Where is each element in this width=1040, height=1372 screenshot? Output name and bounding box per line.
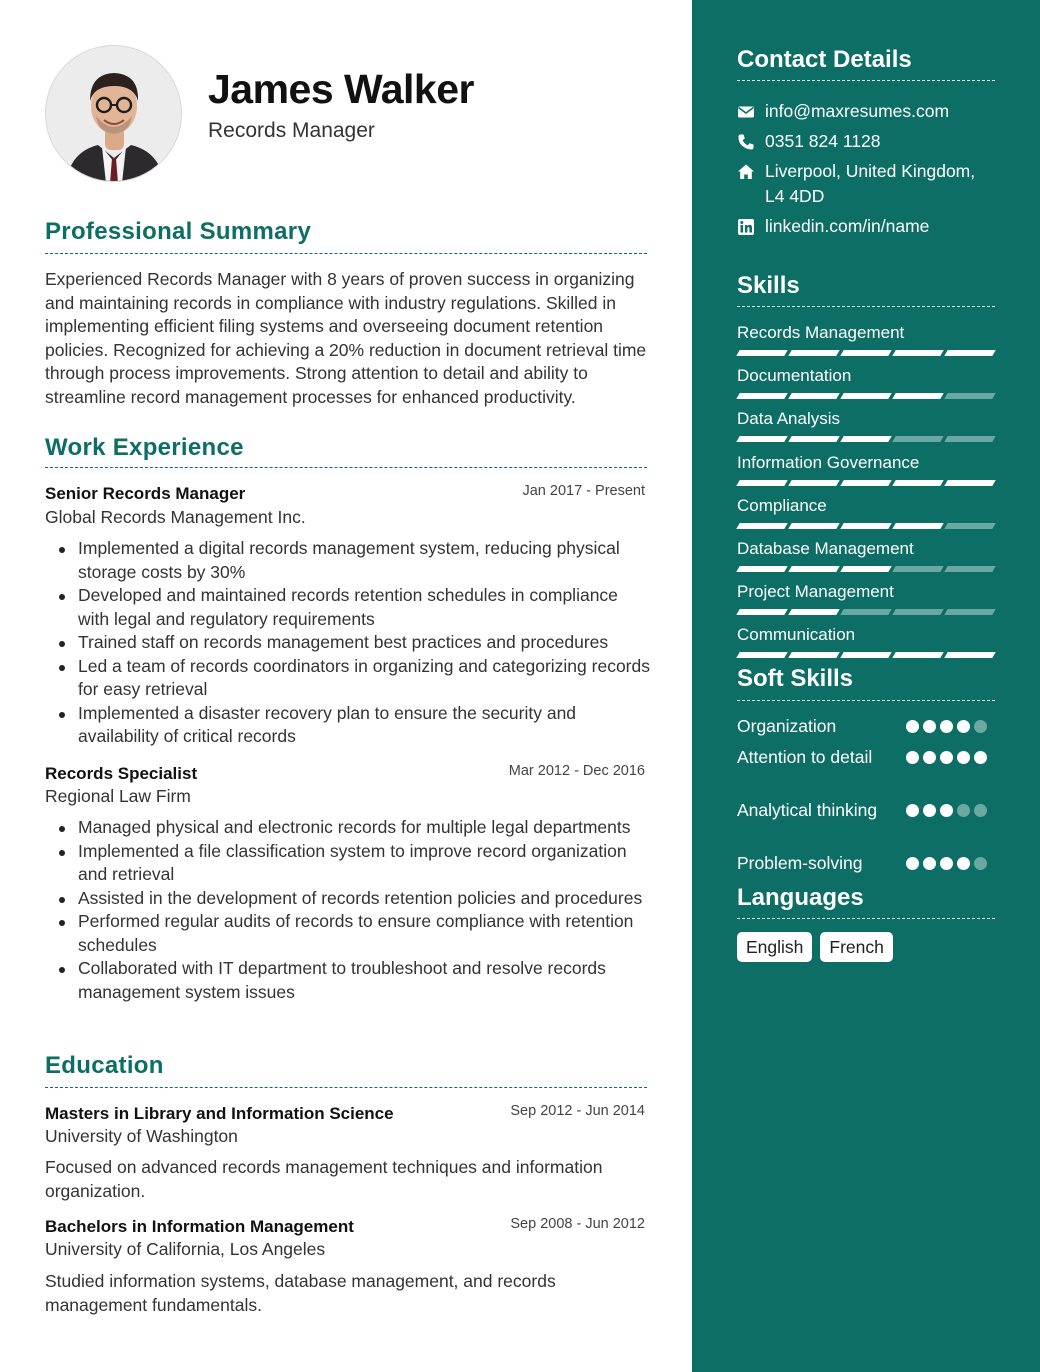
summary-text: Experienced Records Manager with 8 years of proven success in organizing and maintaining records in compliance with industry regulations. Skilled in implementing efficient filing systems and overseeing document retention policies. Recognized for achieving a 20% reduction in document retrieval time through process improvements. Strong attention to detail and ability to streamline record management processes for enhanced productivity. <box>45 269 647 407</box>
skill-level-bar <box>738 436 994 442</box>
rating-dot-filled <box>940 751 953 764</box>
list-item: Implemented a digital records management system, reducing physical storage costs by 30% <box>45 537 650 584</box>
skill-bar-segment-filled <box>736 566 787 572</box>
soft-skill-name: Attention to detail <box>737 747 873 767</box>
soft-skill-rating <box>906 804 987 817</box>
rating-dot-filled <box>923 751 936 764</box>
skill-bar-segment-filled <box>840 652 891 658</box>
skill-bar-segment-filled <box>736 350 787 356</box>
list-item: Led a team of records coordinators in organizing and categorizing records for easy retrieval <box>45 655 650 702</box>
skill-name: Documentation <box>737 366 852 385</box>
job-date: Mar 2012 - Dec 2016 <box>508 763 645 779</box>
contact-email[interactable] <box>737 99 997 124</box>
soft-skill-name: Problem-solving <box>737 853 863 873</box>
divider <box>737 80 995 81</box>
job-title: Senior Records Manager <box>45 484 246 503</box>
skill-level-bar <box>738 566 994 572</box>
skill-bar-segment-empty <box>892 609 943 615</box>
soft-skill-name: Organization <box>737 716 837 736</box>
rating-dot-filled <box>957 857 970 870</box>
skill-level-bar <box>738 480 994 486</box>
skill-level-bar <box>738 609 994 615</box>
list-item: Implemented a disaster recovery plan to ensure the security and availability of critical records <box>45 702 650 749</box>
divider <box>45 1087 647 1088</box>
skill-bar-segment-filled <box>892 393 943 399</box>
rating-dot-filled <box>940 720 953 733</box>
list-item: Assisted in the development of records retention policies and procedures <box>45 887 650 911</box>
skill-bar-segment-filled <box>736 652 787 658</box>
skill-name: Information Governance <box>737 453 920 472</box>
job-date: Jan 2017 - Present <box>522 483 645 499</box>
skill-bar-segment-empty <box>944 523 995 529</box>
list-item: Developed and maintained records retention schedules in compliance with legal and regulatory requirements <box>45 584 650 631</box>
candidate-name: James Walker <box>208 66 474 112</box>
skill-bar-segment-filled <box>788 480 839 486</box>
skill-bar-segment-empty <box>892 566 943 572</box>
job-company: Regional Law Firm <box>45 786 191 806</box>
skill-bar-segment-filled <box>944 350 995 356</box>
skill-bar-segment-empty <box>944 436 995 442</box>
skill-name: Compliance <box>737 496 827 515</box>
experience-heading: Work Experience <box>45 434 244 461</box>
address-text: Liverpool, United Kingdom, L4 4DD <box>765 161 976 206</box>
school-name: University of Washington <box>45 1126 238 1146</box>
rating-dot-filled <box>923 857 936 870</box>
rating-dot-filled <box>974 751 987 764</box>
education-date: Sep 2008 - Jun 2012 <box>510 1216 645 1232</box>
soft-skill-rating <box>906 720 987 733</box>
skill-bar-segment-filled <box>892 652 943 658</box>
job-bullet-list <box>45 537 650 749</box>
rating-dot-empty <box>957 804 970 817</box>
skill-bar-segment-filled <box>840 523 891 529</box>
phone-icon <box>737 133 755 151</box>
job-company: Global Records Management Inc. <box>45 507 306 527</box>
skill-bar-segment-filled <box>736 393 787 399</box>
person-portrait-icon <box>46 46 182 182</box>
skill-bar-segment-filled <box>840 436 891 442</box>
rating-dot-filled <box>923 720 936 733</box>
skill-bar-segment-filled <box>840 393 891 399</box>
divider <box>737 700 995 701</box>
skill-level-bar <box>738 350 994 356</box>
skills-heading: Skills <box>737 272 800 299</box>
soft-skills-heading: Soft Skills <box>737 665 854 692</box>
soft-skill-rating <box>906 751 987 764</box>
rating-dot-filled <box>906 751 919 764</box>
skill-bar-segment-filled <box>788 652 839 658</box>
skill-bar-segment-filled <box>788 350 839 356</box>
email-text: info@maxresumes.com <box>765 101 950 121</box>
divider <box>45 253 647 254</box>
contact-heading: Contact Details <box>737 46 912 73</box>
rating-dot-empty <box>974 720 987 733</box>
skill-name: Records Management <box>737 323 905 342</box>
skill-bar-segment-empty <box>892 436 943 442</box>
rating-dot-filled <box>957 751 970 764</box>
skill-bar-segment-filled <box>944 480 995 486</box>
skill-bar-segment-filled <box>944 652 995 658</box>
skill-bar-segment-filled <box>840 566 891 572</box>
skill-bar-segment-filled <box>736 436 787 442</box>
skill-bar-segment-empty <box>944 609 995 615</box>
candidate-role: Records Manager <box>208 119 375 142</box>
profile-photo <box>45 45 182 182</box>
skill-bar-segment-filled <box>892 523 943 529</box>
language-tag: French <box>820 932 892 962</box>
skill-bar-segment-filled <box>788 566 839 572</box>
skill-name: Project Management <box>737 582 894 601</box>
skill-bar-segment-filled <box>840 350 891 356</box>
home-icon <box>737 163 755 181</box>
list-item: Implemented a file classification system to improve record organization and retrieval <box>45 840 650 887</box>
envelope-icon <box>737 103 755 121</box>
contact-linkedin[interactable] <box>737 214 997 239</box>
list-item: Performed regular audits of records to ensure compliance with retention schedules <box>45 910 650 957</box>
degree-title: Bachelors in Information Management <box>45 1217 354 1236</box>
skill-bar-segment-filled <box>788 436 839 442</box>
summary-heading: Professional Summary <box>45 218 312 245</box>
education-description: Focused on advanced records management techniques and information organization. <box>45 1157 603 1201</box>
linkedin-icon <box>737 218 755 236</box>
skill-bar-segment-filled <box>840 480 891 486</box>
skill-name: Communication <box>737 625 856 644</box>
skill-level-bar <box>738 652 994 658</box>
rating-dot-filled <box>906 857 919 870</box>
education-heading: Education <box>45 1052 164 1079</box>
soft-skill-rating <box>906 857 987 870</box>
rating-dot-filled <box>940 857 953 870</box>
skill-bar-segment-filled <box>892 480 943 486</box>
linkedin-text: linkedin.com/in/name <box>765 216 930 236</box>
divider <box>737 306 995 307</box>
rating-dot-filled <box>906 720 919 733</box>
soft-skill-name: Analytical thinking <box>737 800 878 820</box>
job-title: Records Specialist <box>45 764 198 783</box>
education-description: Studied information systems, database management, and records management fundamentals. <box>45 1271 556 1315</box>
skill-bar-segment-filled <box>736 523 787 529</box>
skill-bar-segment-empty <box>944 566 995 572</box>
skill-bar-segment-filled <box>788 393 839 399</box>
rating-dot-filled <box>923 804 936 817</box>
rating-dot-filled <box>940 804 953 817</box>
rating-dot-filled <box>957 720 970 733</box>
rating-dot-empty <box>974 804 987 817</box>
skill-bar-segment-filled <box>736 609 787 615</box>
degree-title: Masters in Library and Information Science <box>45 1104 394 1123</box>
language-list <box>737 932 893 962</box>
phone-text: 0351 824 1128 <box>765 131 881 151</box>
languages-heading: Languages <box>737 884 864 911</box>
list-item: Trained staff on records management best practices and procedures <box>45 631 650 655</box>
contact-address <box>737 159 997 209</box>
skill-level-bar <box>738 393 994 399</box>
rating-dot-filled <box>906 804 919 817</box>
divider <box>737 918 995 919</box>
job-bullet-list <box>45 816 650 1004</box>
skill-bar-segment-filled <box>788 523 839 529</box>
rating-dot-empty <box>974 857 987 870</box>
education-date: Sep 2012 - Jun 2014 <box>510 1103 645 1119</box>
skill-bar-segment-filled <box>788 609 839 615</box>
skill-bar-segment-filled <box>892 350 943 356</box>
list-item: Managed physical and electronic records for multiple legal departments <box>45 816 650 840</box>
skill-name: Data Analysis <box>737 409 840 428</box>
list-item: Collaborated with IT department to troubleshoot and resolve records management system issues <box>45 957 650 1004</box>
skill-bar-segment-empty <box>840 609 891 615</box>
sidebar <box>692 0 1040 1372</box>
skill-name: Database Management <box>737 539 914 558</box>
language-tag: English <box>737 932 812 962</box>
skill-bar-segment-filled <box>736 480 787 486</box>
school-name: University of California, Los Angeles <box>45 1239 326 1259</box>
skill-bar-segment-empty <box>944 393 995 399</box>
divider <box>45 467 647 468</box>
skill-level-bar <box>738 523 994 529</box>
contact-phone[interactable] <box>737 129 997 154</box>
